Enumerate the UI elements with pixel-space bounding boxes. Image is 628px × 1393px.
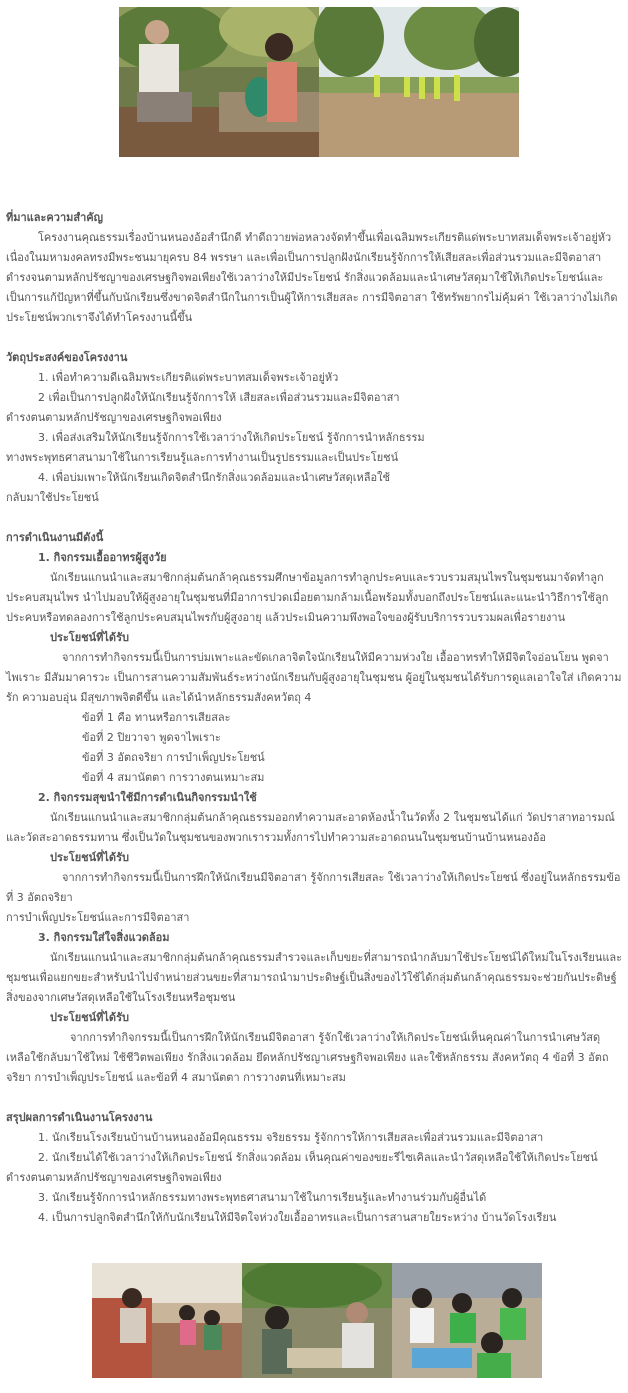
activity1-benefit-heading: ประโยชน์ที่ได้รับ xyxy=(50,631,129,644)
activity3-benefit-heading: ประโยชน์ที่ได้รับ xyxy=(50,1011,129,1024)
summary-item: 2. นักเรียนได้ใช้เวลาว่างให้เกิดประโยชน์ รักสิ่งแวดล้อม เห็นคุณค่าของขยะรีไซเคิลและนำวัสดุเหลือใช้ให้เกิดประโยชน์ xyxy=(38,1151,598,1164)
activity2-paragraph: นักเรียนแกนนำและสมาชิกกลุ่มต้นกล้าคุณธรรมออกทำความสะอาดห้องน้ำในวัดทั้ง 2 ในชุมชนได้แก่ วัดปราสาทอารมณ์ และวัดสะอาดธรรมทาน ซึ่งเป็นวัดในชุมชนของพวกเรารวมทั้งการไปทำความสะอาดถนนในชุมชนบ้านบ้านหนองอ้อ xyxy=(6,811,615,844)
summary-heading: สรุปผลการดำเนินงานโครงงาน xyxy=(6,1111,153,1124)
summary-item: 4. เป็นการปลูกจิตสำนึกให้กับนักเรียนให้มีจิตใจห่วงใยเอื้ออาทรและเป็นการสานสายใยระหว่าง บ้านวัดโรงเรียน xyxy=(38,1211,557,1224)
bottom-photo-collage xyxy=(92,1263,542,1378)
summary-item: 1. นักเรียนโรงเรียนบ้านบ้านหนองอ้อมีคุณธรรม จริยธรรม รู้จักการให้การเสียสละเพื่อส่วนรวมและมีจิตอาสา xyxy=(38,1131,544,1144)
objective-item: 2 เพื่อเป็นการปลูกฝังให้นักเรียนรู้จักการให้ เสียสละเพื่อส่วนรวมและมีจิตอาสา xyxy=(38,391,400,404)
dharma-point: ข้อที่ 3 อัตถจริยา การบำเพ็ญประโยชน์ xyxy=(82,751,265,764)
activity1-paragraph: นักเรียนแกนนำและสมาชิกกลุ่มต้นกล้าคุณธรรมศึกษาข้อมูลการทำลูกประคบและรวบรวมสมุนไพรในชุมชนมาจัดทำลูกประคบสมุนไพร นำไปมอบให้ผู้สูงอายุในชุมชนที่มีอาการปวดเมื่อยตามกล้ามเนื้อพร้อมทั้งบอกถึงประโยชน์และแนะนำวิธีการใช้ลูกประคบหรือทดลองการใช้ลูกประคบสมุนไพรกับผู้สูงอายุ แล้วประเมินความพึงพอใจของผู้รับบริการรวบรวมผลเพื่อรายงาน xyxy=(6,571,609,624)
background-heading: ที่มาและความสำคัญ xyxy=(6,211,104,224)
activity2-benefit-tail: การบำเพ็ญประโยชน์และการมีจิตอาสา xyxy=(6,911,190,924)
top-photo-collage xyxy=(119,7,519,157)
dharma-point: ข้อที่ 1 คือ ทานหรือการเสียสละ xyxy=(82,711,231,724)
dharma-point: ข้อที่ 2 ปิยวาจา พูดจาไพเราะ xyxy=(82,731,221,744)
activity1-heading: 1. กิจกรรมเอื้ออาทรผู้สูงวัย xyxy=(38,551,167,564)
activity2-benefit-paragraph: จากการทำกิจกรรมนี้เป็นการฝึกให้นักเรียนมีจิตอาสา รู้จักการเสียสละ ใช้เวลาว่างให้เกิดประโยชน์ ซึ่งอยู่ในหลักธรรมข้อที่ 3 อัตถจริยา xyxy=(6,871,621,904)
background-paragraph: โครงงานคุณธรรมเรื่องบ้านหนองอ้อสำนึกดี ทำดีถวายพ่อหลวงจัดทำขึ้นเพื่อเฉลิมพระเกียรติแด่พระบาทสมเด็จพระเจ้าอยู่หัว เนื่องในมหามงคลทรงมีพระชนมายุครบ 84 พรรษา และเพื่อเป็นการปลูกฝังนักเรียนรู้จักการให้เสียสละเพื่อส่วนรวมและมีจิตอาสา ดำรงจนตามหลักปรัชญาของเศรษฐกิจพอเพียงใช้เวลาว่างให้มีประโยชน์ รักสิ่งแวดล้อมและนำเศษวัสดุมาใช้ให้เกิดประโยชน์และเป็นการแก้ปัญหาที่ขึ้นกับนักเรียนซึ่งขาดจิตสำนึกในการเป็นผู้ให้การเสียสละ การมีจิตอาสา ใช้ทรัพยากรไม่คุ้มค่า ใช้เวลาว่างไม่เกิดประโยชน์พวกเราจึงได้ทำโครงงานนี้ขึ้น xyxy=(6,231,618,324)
activity3-paragraph: นักเรียนแกนนำและสมาชิกกลุ่มต้นกล้าคุณธรรมสำรวจและเก็บขยะที่สามารถนำกลับมาใช้ประโยชน์ได้ใหม่ในโรงเรียนและชุมชนเพื่อแยกขยะสำหรับนำไปจำหน่ายส่วนขยะที่สามารถนำมาประดิษฐ์เป็นสิ่งของไว้ใช้ได้กลุ่มต้นกล้าคุณธรรมจะช่วยกันประดิษฐ์สิ่งของจากเศษวัสดุเหลือใช้ในโรงเรียนหรือชุมชน xyxy=(6,951,623,1004)
summary-item: 3. นักเรียนรู้จักการนำหลักธรรมทางพระพุทธศาสนามาใช้ในการเรียนรู้และทำงานร่วมกับผู้อื่นได้ xyxy=(38,1191,487,1204)
objective-item-cont: ทางพระพุทธศาสนามาใช้ในการเรียนรู้และการทำงานเป็นรูปธรรมและเป็นประโยชน์ xyxy=(6,451,399,464)
activity2-heading: 2. กิจกรรมสุขนำใช้มีการดำเนินกิจกรรมนำใช้ xyxy=(38,791,257,804)
objective-item: 1. เพื่อทำความดีเฉลิมพระเกียรติแด่พระบาทสมเด็จพระเจ้าอยู่หัว xyxy=(38,371,339,384)
objective-item-cont: กลับมาใช้ประโยชน์ xyxy=(6,491,99,504)
activity3-heading: 3. กิจกรรมใส่ใจสิ่งแวดล้อม xyxy=(38,931,170,944)
activity1-benefit-paragraph: จากการทำกิจกรรมนี้เป็นการบ่มเพาะและขัดเกลาจิตใจนักเรียนให้มีความห่วงใย เอื้ออาทรทำให้มีจิตใจอ่อนโยน พูดจาไพเราะ มีสัมมาคารวะ เป็นการสานความสัมพันธ์ระหว่างนักเรียนกับผู้สูงอายุในชุมชน ผู้อยู่ในชุมชนได้รับการดูแลเอาใจใส่ เกิดความรัก ความอบอุ่น มีสุขภาพจิตดีขึ้น และได้นำหลักธรรมสังคหวัตถุ 4 xyxy=(6,651,622,704)
methods-heading: การดำเนินงานมีดังนี้ xyxy=(6,531,104,544)
objective-item-cont: ดำรงตนตามหลักปรัชญาของเศรษฐกิจพอเพียง xyxy=(6,411,222,424)
dharma-point: ข้อที่ 4 สมานัตตา การวางตนเหมาะสม xyxy=(82,771,265,784)
objective-item: 3. เพื่อส่งเสริมให้นักเรียนรู้จักการใช้เวลาว่างให้เกิดประโยชน์ รู้จักการนำหลักธรรม xyxy=(38,431,425,444)
objective-item: 4. เพื่อบ่มเพาะให้นักเรียนเกิดจิตสำนึกรักสิ่งแวดล้อมและนำเศษวัสดุเหลือใช้ xyxy=(38,471,390,484)
activity2-benefit-heading: ประโยชน์ที่ได้รับ xyxy=(50,851,129,864)
objectives-heading: วัตถุประสงค์ของโครงงาน xyxy=(6,351,128,364)
summary-item-cont: ดำรงตนตามหลักปรัชญาของเศรษฐกิจพอเพียง xyxy=(6,1171,222,1184)
activity3-benefit-paragraph: จากการทำกิจกรรมนี้เป็นการฝึกให้นักเรียนมีจิตอาสา รู้จักใช้เวลาว่างให้เกิดประโยชน์เห็นคุณค่าในการนำเศษวัสดุเหลือใช้กลับมาใช้ใหม่ ใช้ชีวิตพอเพียง รักสิ่งแวดล้อม ยึดหลักปรัชญาเศรษฐกิจพอเพียง และใช้หลักธรรม สังคหวัตถุ 4 ข้อที่ 3 อัตถจริยา การบำเพ็ญประโยชน์ และข้อที่ 4 สมานัตตา การวางตนที่เหมาะสม xyxy=(6,1031,609,1084)
